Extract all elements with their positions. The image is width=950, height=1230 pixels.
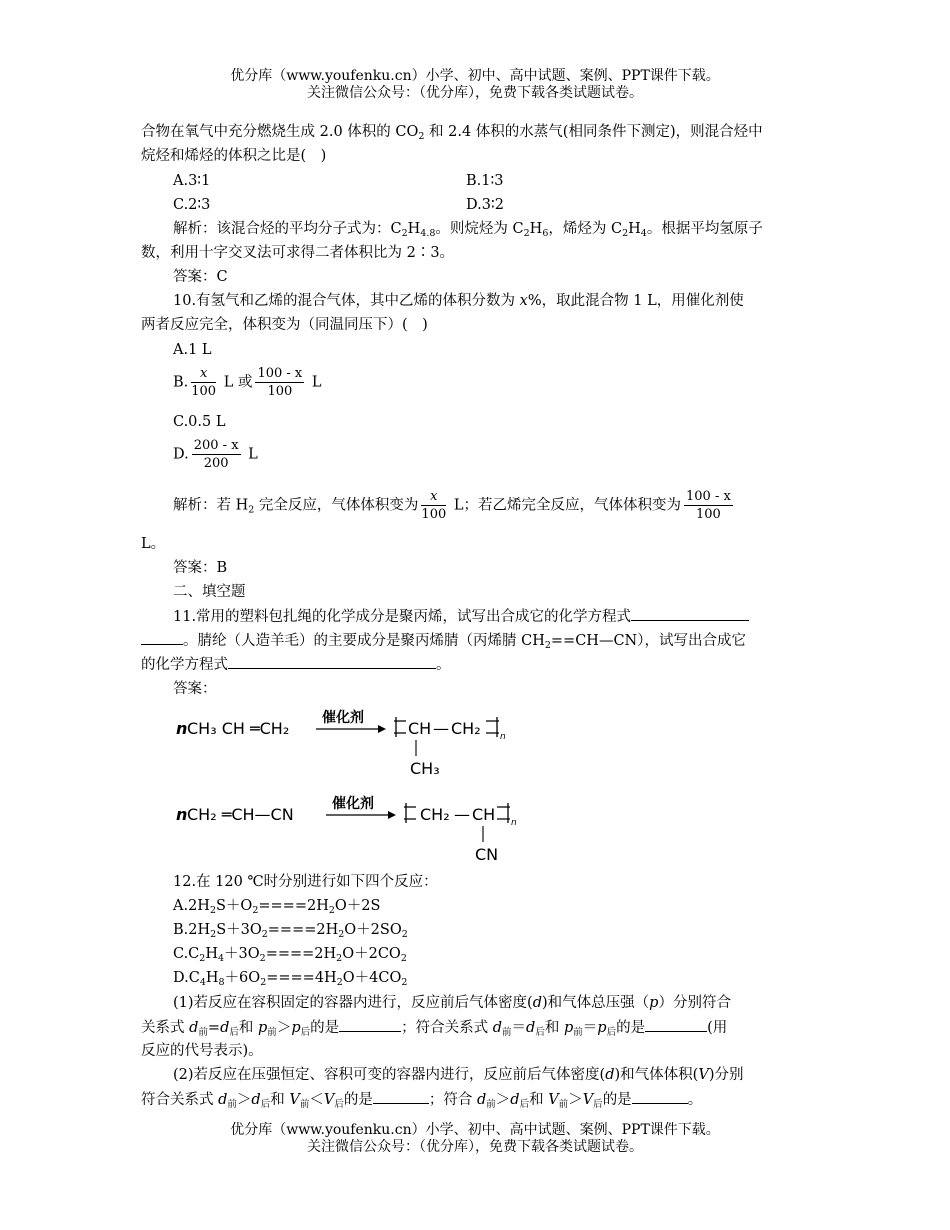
fraction-100-minus-x-over-100: $\frac{100 - x}{100}$ — [257, 366, 303, 399]
q9-stem-line2: 烷烃和烯烃的体积之比是( ) — [141, 148, 327, 164]
q10-option-b: B. $\frac{x}{100}$ L 或 $\frac{100 - x}{100}$ L — [173, 366, 322, 399]
answer-blank[interactable] — [141, 630, 183, 645]
page-footer-line1: 优分库（www.youfenku.cn）小学、初中、高中试题、案例、PPT课件下载。 — [230, 1122, 720, 1138]
answer-blank[interactable] — [631, 606, 749, 621]
answer-blank[interactable] — [632, 1089, 688, 1104]
q10-option-a: A.1 L — [173, 342, 212, 358]
eq1-branch: CH₃ — [410, 759, 440, 778]
answer-blank[interactable] — [373, 1089, 429, 1104]
eq2-branch: CN — [475, 845, 499, 864]
q12-part2-line1: (2)若反应在压强恒定、容积可变的容器内进行，反应前后气体密度(d)和气体体积(V)分别 — [173, 1067, 744, 1083]
q10-stem-line1: 10.有氢气和乙烯的混合气体，其中乙烯的体积分数为 x%，取此混合物 1 L，用催化剂使 — [173, 293, 744, 309]
polyacrylonitrile-equation — [170, 790, 540, 870]
eq2-reactant: CH₂ ═CH—CN — [187, 805, 294, 824]
eq2-prod-dash: — — [454, 805, 470, 824]
q12-reaction-c: $C.C_2H_4+3O_2====2H_2O+2CO_2$ — [173, 946, 407, 964]
q11-stem-line1: 11.常用的塑料包扎绳的化学成分是聚丙烯，试写出合成它的化学方程式 — [173, 606, 749, 627]
q9-answer: 答案：C — [173, 269, 228, 285]
q9-option-a: A.3∶1 — [173, 173, 211, 189]
polypropylene-equation — [170, 704, 530, 784]
eq2-right-bracket — [497, 803, 510, 823]
eq1-left-bracket — [394, 717, 406, 737]
q9-stem-line1: 合物在氧气中充分燃烧生成 2.0 体积的 $CO_2$ 和 2.4 体积的水蒸气(相同条件下测定)，则混合烃中 — [141, 124, 763, 142]
q9-option-d: D.3∶2 — [466, 197, 504, 213]
page-header-line2: 关注微信公众号：（优分库），免费下载各类试题试卷。 — [307, 85, 643, 101]
eq1-prod-dash: — — [433, 719, 449, 738]
q9-option-b: B.1∶3 — [466, 173, 504, 189]
q11-answer-label: 答案： — [173, 681, 217, 697]
q10-option-c: C.0.5 L — [173, 414, 226, 430]
eq1-prod-ch2: CH₂ — [451, 719, 481, 738]
eq1-n: n — [176, 719, 188, 738]
eq2-catalyst: 催化剂 — [332, 796, 374, 812]
answer-blank[interactable] — [645, 1017, 707, 1032]
eq2-prod-ch: CH — [472, 805, 496, 824]
q12-reaction-b: $B.2H_2S+3O_2====2H_2O+2SO_2$ — [173, 922, 408, 940]
q9-analysis-line2: 数，利用十字交叉法可求得二者体积比为 2∶3。 — [141, 245, 455, 261]
answer-blank[interactable] — [339, 1017, 401, 1032]
page-footer-line2: 关注微信公众号：（优分库），免费下载各类试题试卷。 — [307, 1139, 643, 1155]
eq2-left-bracket — [404, 803, 416, 823]
q11-stem-line3: 的化学方程式 。 — [141, 654, 451, 675]
q12-part1-line3: 反应的代号表示)。 — [141, 1043, 263, 1059]
fraction-x-over-100: $\frac{x}{100}$ — [191, 366, 217, 399]
eq1-right-bracket — [486, 717, 499, 737]
eq1-catalyst: 催化剂 — [322, 710, 364, 726]
q12-part2-line2: 符合关系式 $d_前>d_后$和 $V_前<V_后$的是 ；符合 $d_前>d_后$和 $V_前>V_后$的是 。 — [141, 1089, 702, 1110]
q11-stem-line2: 。腈纶（人造羊毛）的主要成分是聚丙烯腈（丙烯腈 $CH_2==CH—CN$），试写出合成它 — [141, 630, 746, 651]
q9-option-c: C.2∶3 — [173, 197, 211, 213]
q10-analysis-line2: L。 — [141, 536, 166, 552]
eq1-prod-ch: CH — [408, 719, 432, 738]
eq1-reactant: CH₃ CH ═CH₂ — [187, 719, 290, 738]
answer-blank[interactable] — [228, 654, 436, 669]
q12-reaction-d: $D.C_4H_8+6O_2====4H_2O+4CO_2$ — [173, 970, 408, 988]
fraction-x-over-100: $\frac{x}{100}$ — [421, 489, 447, 522]
eq2-prod-ch2: CH₂ — [420, 805, 450, 824]
fraction-200-minus-x-over-200: $\frac{200 - x}{200}$ — [193, 438, 239, 471]
eq1-arrow-head — [378, 725, 386, 733]
fraction-100-minus-x-over-100: $\frac{100 - x}{100}$ — [686, 489, 731, 522]
eq1-subscript-n: n — [500, 732, 506, 742]
page-header-line1: 优分库（www.youfenku.cn）小学、初中、高中试题、案例、PPT课件下载。 — [230, 68, 720, 84]
q12-reaction-a: $A.2H_2S+O_2====2H_2O+2S$ — [173, 898, 381, 916]
q12-part1-line1: (1)若反应在容积固定的容器内进行，反应前后气体密度(d)和气体总压强（p）分别符合 — [173, 995, 731, 1011]
q10-stem-line2: 两者反应完全，体积变为（同温同压下）( ) — [141, 317, 428, 333]
eq2-arrow-head — [388, 811, 396, 819]
q12-stem: 12.在 120 ℃时分别进行如下四个反应： — [173, 874, 438, 890]
q9-analysis-line1: 解析：该混合烃的平均分子式为：$C_2H_{4.8}$。则烷烃为 $C_2H_6$，烯烃为 $C_2H_4$。根据平均氢原子 — [173, 221, 763, 239]
q10-analysis-line1: 解析：若 $H_2$ 完全反应，气体体积变为 $\frac{x}{100}$ L；若乙烯完全反应，气体体积变为 $\frac{100 - x}{100}$ — [173, 489, 731, 522]
section-title-fill-in: 二、填空题 — [173, 584, 246, 600]
eq2-subscript-n: n — [511, 818, 517, 828]
eq2-n: n — [176, 805, 188, 824]
q12-part1-line2: 关系式 $d_前=d_后$和 $p_前>p_后$的是 ；符合关系式 $d_前=d_后$和 $p_前=p_后$的是 (用 — [141, 1017, 727, 1038]
q10-answer: 答案：B — [173, 560, 228, 576]
q10-option-d: D. $\frac{200 - x}{200}$ L — [173, 438, 258, 471]
